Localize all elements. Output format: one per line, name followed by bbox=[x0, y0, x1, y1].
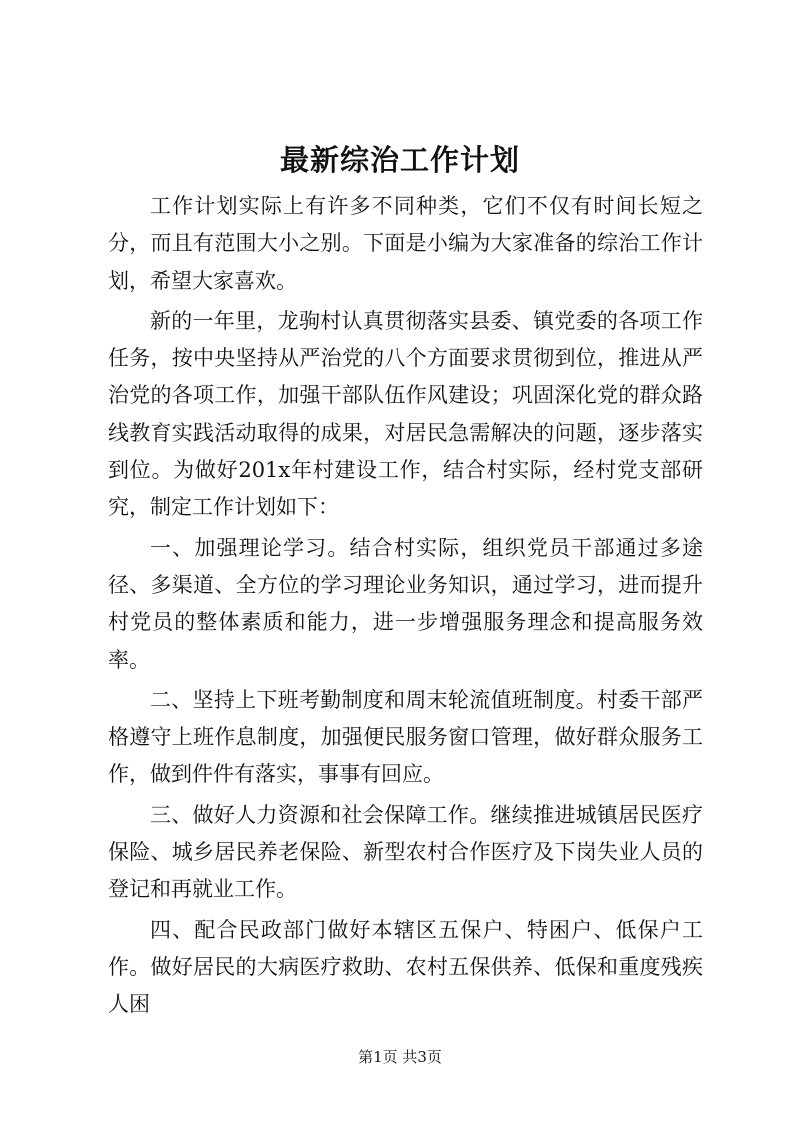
document-body bbox=[108, 188, 703, 1027]
paragraph-overview: 新的一年里，龙驹村认真贯彻落实县委、镇党委的各项工作任务，按中央坚持从严治党的八个方面要求贯彻到位，推进从严治党的各项工作，加强干部队伍作风建设；巩固深化党的群众路线教育实践活动取得的成果，对居民急需解决的问题，逐步落实到位。为做好201x年村建设工作，结合村实际，经村党支部研究，制定工作计划如下： bbox=[108, 308, 703, 520]
paragraph-item-3: 三、做好人力资源和社会保障工作。继续推进城镇居民医疗保险、城乡居民养老保险、新型农村合作医疗及下岗失业人员的登记和再就业工作。 bbox=[108, 802, 703, 902]
document-title: 最新综治工作计划 bbox=[279, 143, 520, 177]
paragraph-item-1: 一、加强理论学习。结合村实际，组织党员干部通过多途径、多渠道、全方位的学习理论业务知识，通过学习，进而提升村党员的整体素质和能力，进一步增强服务理念和提高服务效率。 bbox=[108, 535, 703, 672]
paragraph-item-2: 二、坚持上下班考勤制度和周末轮流值班制度。村委干部严格遵守上班作息制度，加强便民服务窗口管理，做好群众服务工作，做到件件有落实，事事有回应。 bbox=[108, 687, 703, 787]
paragraph-intro: 工作计划实际上有许多不同种类，它们不仅有时间长短之分，而且有范围大小之别。下面是小编为大家准备的综治工作计划，希望大家喜欢。 bbox=[108, 194, 703, 293]
paragraph-item-4: 四、配合民政部门做好本辖区五保户、特困户、低保户工作。做好居民的大病医疗救助、农村五保供养、低保和重度残疾人困 bbox=[108, 917, 703, 1017]
page-number-footer: 第1页 共3页 bbox=[358, 1048, 442, 1066]
